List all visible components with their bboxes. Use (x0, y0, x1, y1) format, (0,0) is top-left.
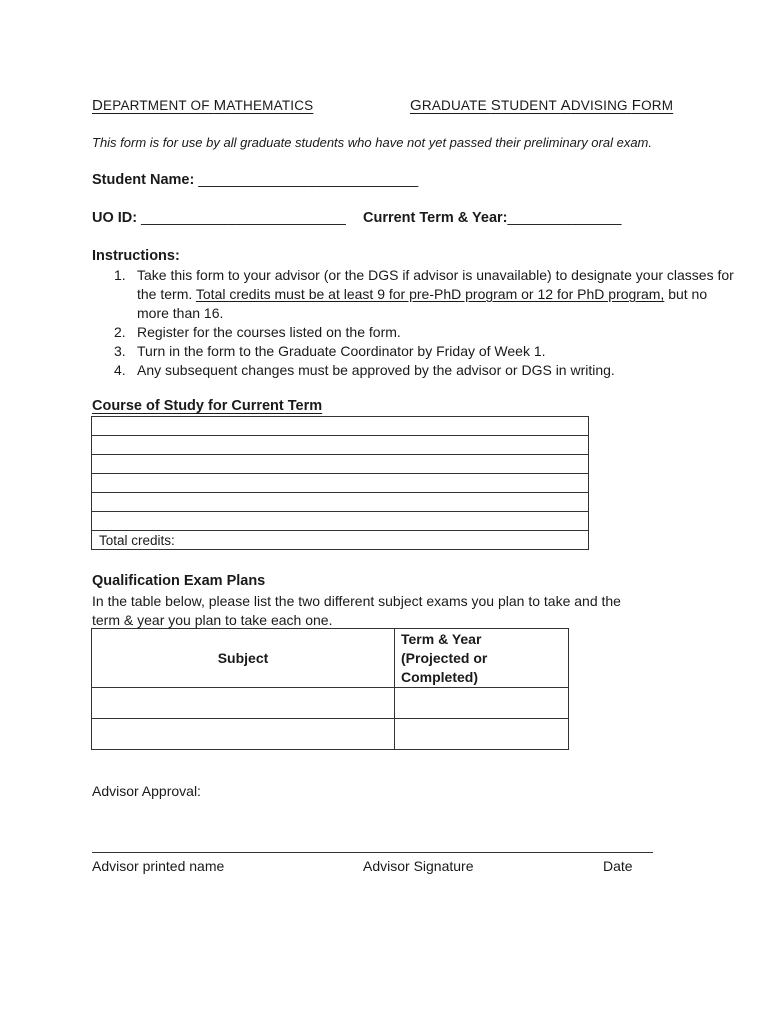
instructions-list (92, 266, 737, 380)
subject-cell[interactable] (92, 688, 395, 719)
department-heading: DEPARTMENT OF MATHEMATICS (92, 97, 314, 114)
uo-id-line: ___________________________ (141, 210, 346, 226)
course-cell[interactable] (92, 474, 589, 493)
advisor-approval-label: Advisor Approval: (92, 783, 201, 799)
advisor-signature-label: Advisor Signature (363, 858, 474, 874)
table-header-row (92, 629, 569, 688)
total-credits-label[interactable]: Total credits: (92, 531, 589, 550)
course-cell[interactable] (92, 493, 589, 512)
credit-requirement: Total credits must be at least 9 for pre-PhD program or 12 for PhD program, (195, 286, 665, 302)
instruction-item: 3. Turn in the form to the Graduate Coordinator by Friday of Week 1. (114, 343, 546, 359)
signature-line[interactable] (92, 852, 653, 853)
form-title: GRADUATE STUDENT ADVISING FORM (410, 97, 674, 114)
course-cell[interactable] (92, 436, 589, 455)
course-cell[interactable] (92, 455, 589, 474)
table-row (92, 474, 589, 493)
subject-cell[interactable] (92, 719, 395, 750)
term-year-header: Term & Year (Projected or Completed) (395, 629, 569, 688)
table-row (92, 436, 589, 455)
student-name-line: _____________________________ (198, 172, 418, 188)
table-row (92, 455, 589, 474)
instruction-item: 1. Take this form to your advisor (or the DGS if advisor is unavailable) to designate your classes for the term. Total credits must be at least 9 for pre-PhD program or 12 for PhD program, but no more than 16. (114, 267, 734, 321)
subject-header: Subject (92, 629, 395, 688)
instructions-title: Instructions: (92, 248, 180, 264)
table-row (92, 512, 589, 531)
course-cell[interactable] (92, 417, 589, 436)
table-row (92, 493, 589, 512)
term-year-field[interactable] (363, 210, 621, 226)
uo-id-label: UO ID: (92, 210, 142, 226)
course-cell[interactable] (92, 512, 589, 531)
intro-text: This form is for use by all graduate students who have not yet passed their preliminary oral exam. (92, 135, 652, 150)
term-year-label: Current Term & Year: (363, 210, 508, 226)
instruction-item: 4. Any subsequent changes must be approved by the advisor or DGS in writing. (114, 362, 615, 378)
course-table (91, 416, 589, 550)
uo-id-field[interactable] (92, 210, 345, 226)
table-row (92, 719, 569, 750)
student-name-label: Student Name: (92, 172, 199, 188)
term-year-cell[interactable] (395, 688, 569, 719)
qualification-table (91, 628, 569, 750)
term-year-cell[interactable] (395, 719, 569, 750)
table-row (92, 688, 569, 719)
course-of-study-title: Course of Study for Current Term (92, 398, 323, 414)
qualification-intro: In the table below, please list the two different subject exams you plan to take and the term & year you plan to take each one. (92, 593, 621, 628)
total-credits-row (92, 531, 589, 550)
student-name-field[interactable] (92, 172, 418, 188)
date-label: Date (603, 858, 633, 874)
advisor-printed-name-label: Advisor printed name (92, 858, 225, 874)
instruction-item: 2. Register for the courses listed on the form. (114, 324, 401, 340)
qualification-title: Qualification Exam Plans (92, 573, 266, 589)
term-year-line: _______________ (507, 210, 621, 226)
table-row (92, 417, 589, 436)
